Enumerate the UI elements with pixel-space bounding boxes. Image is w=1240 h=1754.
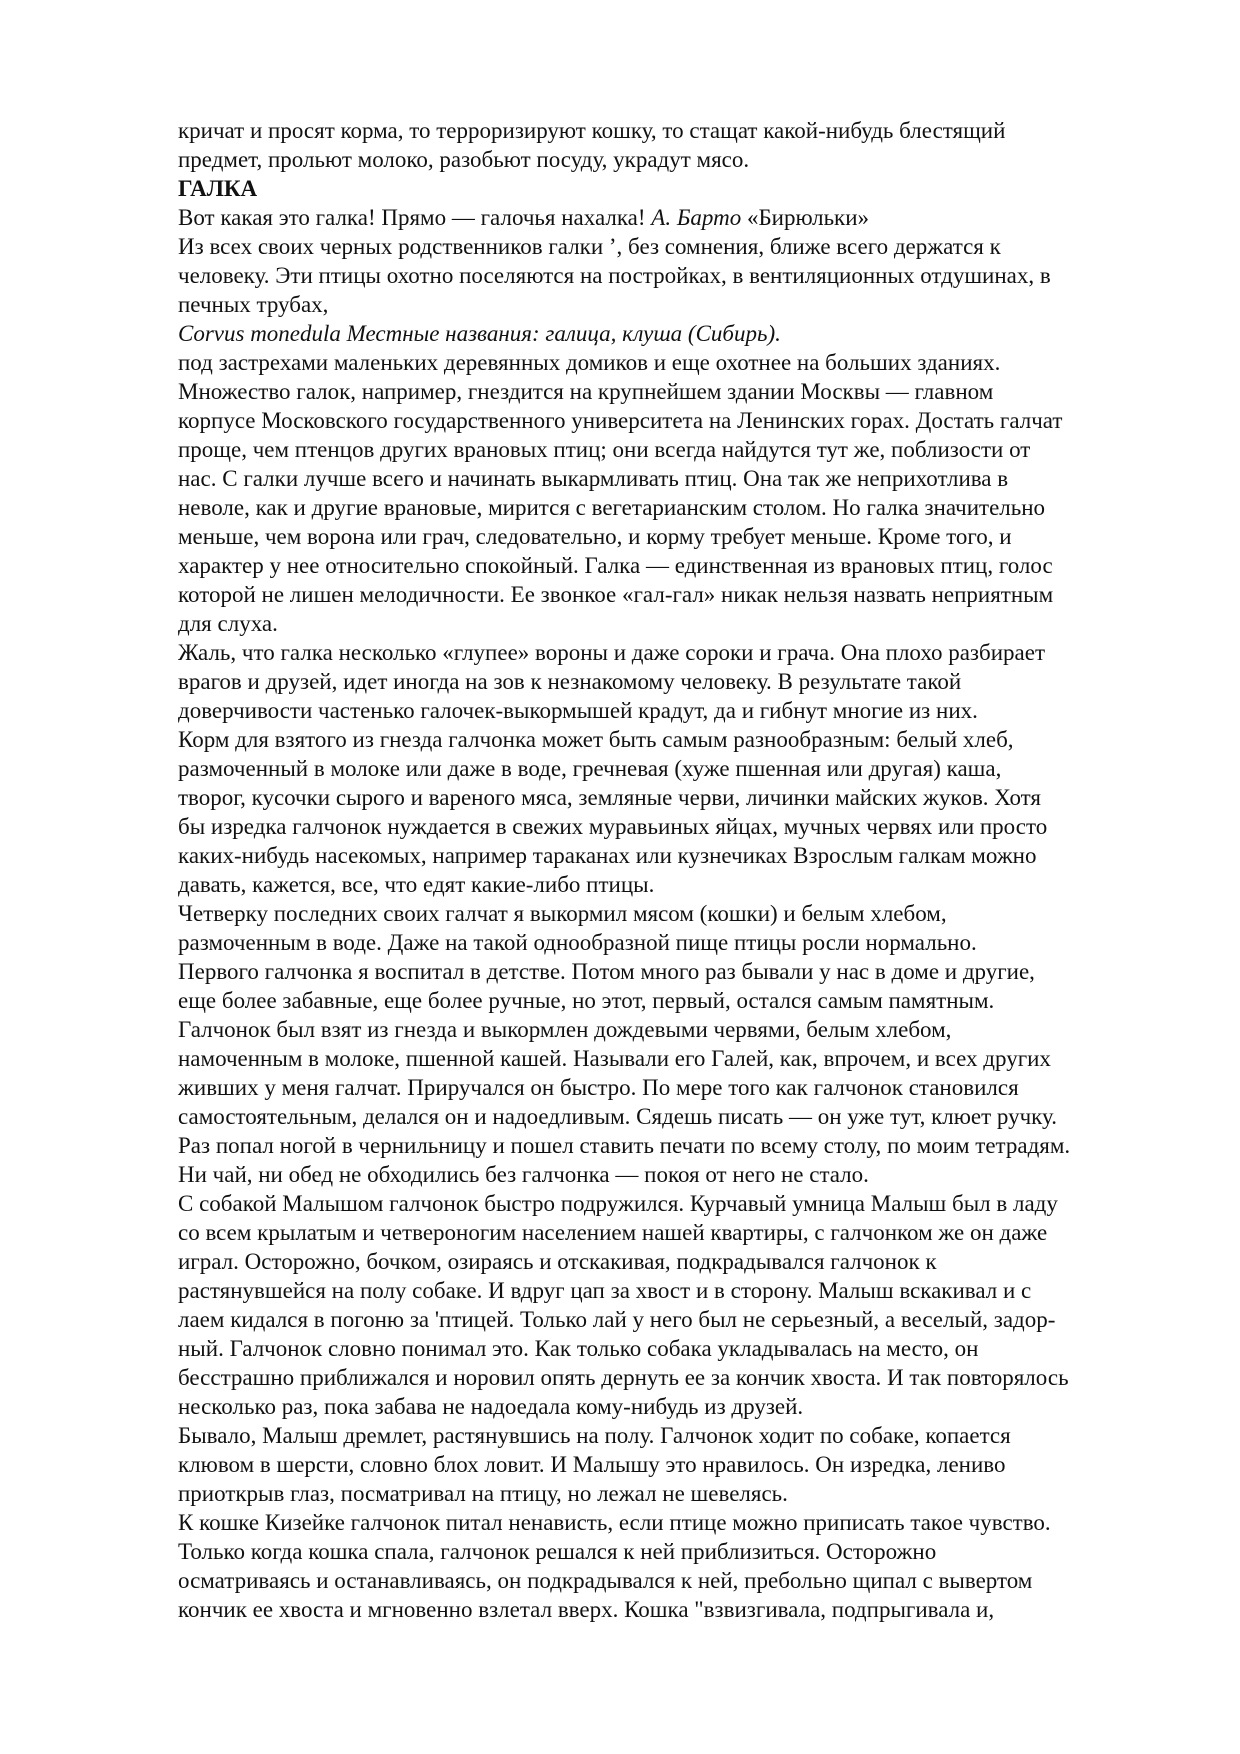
text-line: приоткрыв глаз, посматривал на птицу, но лежал не шевелясь.	[178, 1481, 788, 1506]
text-line: со всем крылатым и четвероногим населением нашей квартиры, с галчонком же он даже	[178, 1220, 1048, 1245]
text-line: Галчонок был взят из гнезда и выкормлен дождевыми червями, белым хлебом,	[178, 1017, 952, 1042]
text-line: Ни чай, ни обед не обходились без галчонка — покоя от него не стало.	[178, 1162, 869, 1187]
paragraph-1	[178, 232, 1188, 319]
text-line: бы изредка галчонок нуждается в свежих муравьиных яйцах, мучных червях или просто	[178, 814, 1048, 839]
text-line: кричат и просят корма, то терроризируют кошку, то стащат какой-нибудь блестящий	[178, 118, 1006, 143]
text-line: Бывало, Малыш дремлет, растянувшись на полу. Галчонок ходит по собаке, копается	[178, 1423, 1011, 1448]
text-line: намоченным в молоке, пшенной кашей. Называли его Галей, как, впрочем, и всех других	[178, 1046, 1051, 1071]
document-page	[178, 116, 1188, 1624]
text-line: доверчивости частенько галочек-выкормышей крадут, да и гибнут многие из них.	[178, 698, 978, 723]
text-line: К кошке Кизейке галчонок питал ненависть, если птице можно приписать такое чувство.	[178, 1510, 1051, 1535]
text-line: бесстрашно приближался и норовил опять дернуть ее за кончик хвоста. И так повторялось	[178, 1365, 1069, 1390]
text-line: творог, кусочки сырого и вареного мяса, земляные черви, личинки майских жуков. Хотя	[178, 785, 1041, 810]
text-line: характер у нее относительно спокойный. Галка — единственная из врановых птиц, голос	[178, 553, 1053, 578]
text-line: под застрехами маленьких деревянных домиков и еще охотнее на больших зданиях.	[178, 350, 1001, 375]
text-line: размоченный в молоке или даже в воде, гречневая (хуже пшенная или другая) каша,	[178, 756, 1002, 781]
text-line: для слуха.	[178, 611, 278, 636]
body-text	[178, 348, 1188, 1624]
text-line: Раз попал ногой в чернильницу и пошел ставить печати по всему столу, по моим тетрадям.	[178, 1133, 1071, 1158]
text-line: ный. Галчонок словно понимал это. Как только собака укладывалась на место, он	[178, 1336, 979, 1361]
text-line: предмет, прольют молоко, разобьют посуду, украдут мясо.	[178, 147, 750, 172]
text-line: корпусе Московского государственного университета на Ленинских горах. Достать галчат	[178, 408, 1063, 433]
text-line: несколько раз, пока забава не надоедала кому-нибудь из друзей.	[178, 1394, 804, 1419]
section-heading: ГАЛКА	[178, 176, 258, 201]
text-line: врагов и друзей, идет иногда на зов к незнакомому человеку. В результате такой	[178, 669, 962, 694]
text-line: нас. С галки лучше всего и начинать выкармливать птиц. Она так же неприхотлива в	[178, 466, 1009, 491]
text-line: кончик ее хвоста и мгновенно взлетал вверх. Кошка "взвизгивала, подпрыгивала и,	[178, 1597, 995, 1622]
text-line: печных трубах,	[178, 292, 329, 317]
epigraph	[178, 203, 1188, 232]
text-line: С собакой Малышом галчонок быстро подружился. Курчавый умница Малыш был в ладу	[178, 1191, 1058, 1216]
text-line: еще более забавные, еще более ручные, но этот, первый, остался самым памятным.	[178, 988, 995, 1013]
text-line: Корм для взятого из гнезда галчонка может быть самым разнообразным: белый хлеб,	[178, 727, 1014, 752]
text-line: осматриваясь и останавливаясь, он подкрадывался к ней, пребольно щипал с вывертом	[178, 1568, 1033, 1593]
epigraph-author: А. Барто	[651, 205, 742, 230]
text-line: размоченным в воде. Даже на такой однообразной пище птицы росли нормально.	[178, 930, 977, 955]
intro-block	[178, 116, 1188, 174]
text-line: меньше, чем ворона или грач, следовательно, и корму требует меньше. Кроме того, и	[178, 524, 1012, 549]
text-line: растянувшейся на полу собаке. И вдруг цап за хвост и в сторону. Малыш вскакивал и с	[178, 1278, 1032, 1303]
text-line: Первого галчонка я воспитал в детстве. Потом много раз бывали у нас в доме и другие,	[178, 959, 1035, 984]
text-line: Жаль, что галка несколько «глупее» вороны и даже сороки и грача. Она плохо разбирает	[178, 640, 1045, 665]
epigraph-work: «Бирюльки»	[741, 205, 870, 230]
text-line: Множество галок, например, гнездится на крупнейшем здании Москвы — главном	[178, 379, 994, 404]
text-line: человеку. Эти птицы охотно поселяются на постройках, в вентиляционных отдушинах, в	[178, 263, 1051, 288]
text-line: проще, чем птенцов других врановых птиц; они всегда найдутся тут же, поблизости от	[178, 437, 1031, 462]
text-line: играл. Осторожно, бочком, озираясь и отскакивая, подкрадывался галчонок к	[178, 1249, 937, 1274]
text-line: Только когда кошка спала, галчонок решался к ней приблизиться. Осторожно	[178, 1539, 937, 1564]
text-line: Четверку последних своих галчат я выкормил мясом (кошки) и белым хлебом,	[178, 901, 947, 926]
text-line: самостоятельным, делался он и надоедливым. Сядешь писать — он уже тут, клюет ручку.	[178, 1104, 1057, 1129]
latin-name-note: Corvus monedula Местные названия: галица, клуша (Сибирь).	[178, 321, 781, 346]
text-line: которой не лишен мелодичности. Ее звонкое «гал-гал» никак нельзя назвать неприятным	[178, 582, 1054, 607]
text-line: давать, кажется, все, что едят какие-либо птицы.	[178, 872, 655, 897]
text-line: живших у меня галчат. Приручался он быстро. По мере того как галчонок становился	[178, 1075, 1019, 1100]
text-line: неволе, как и другие врановые, мирится с вегетарианским столом. Но галка значительно	[178, 495, 1046, 520]
text-line: каких-нибудь насекомых, например тараканах или кузнечиках Взрослым галкам можно	[178, 843, 1037, 868]
text-line: клювом в шерсти, словно блох ловит. И Малышу это нравилось. Он изредка, лениво	[178, 1452, 1006, 1477]
text-line: лаем кидался в погоню за 'птицей. Только лай у него был не серьезный, а веселый, задор-	[178, 1307, 1056, 1332]
epigraph-quote: Вот какая это галка! Прямо — галочья нахалка!	[178, 205, 652, 230]
text-line: Из всех своих черных родственников галки ’, без сомнения, ближе всего держатся к	[178, 234, 1001, 259]
